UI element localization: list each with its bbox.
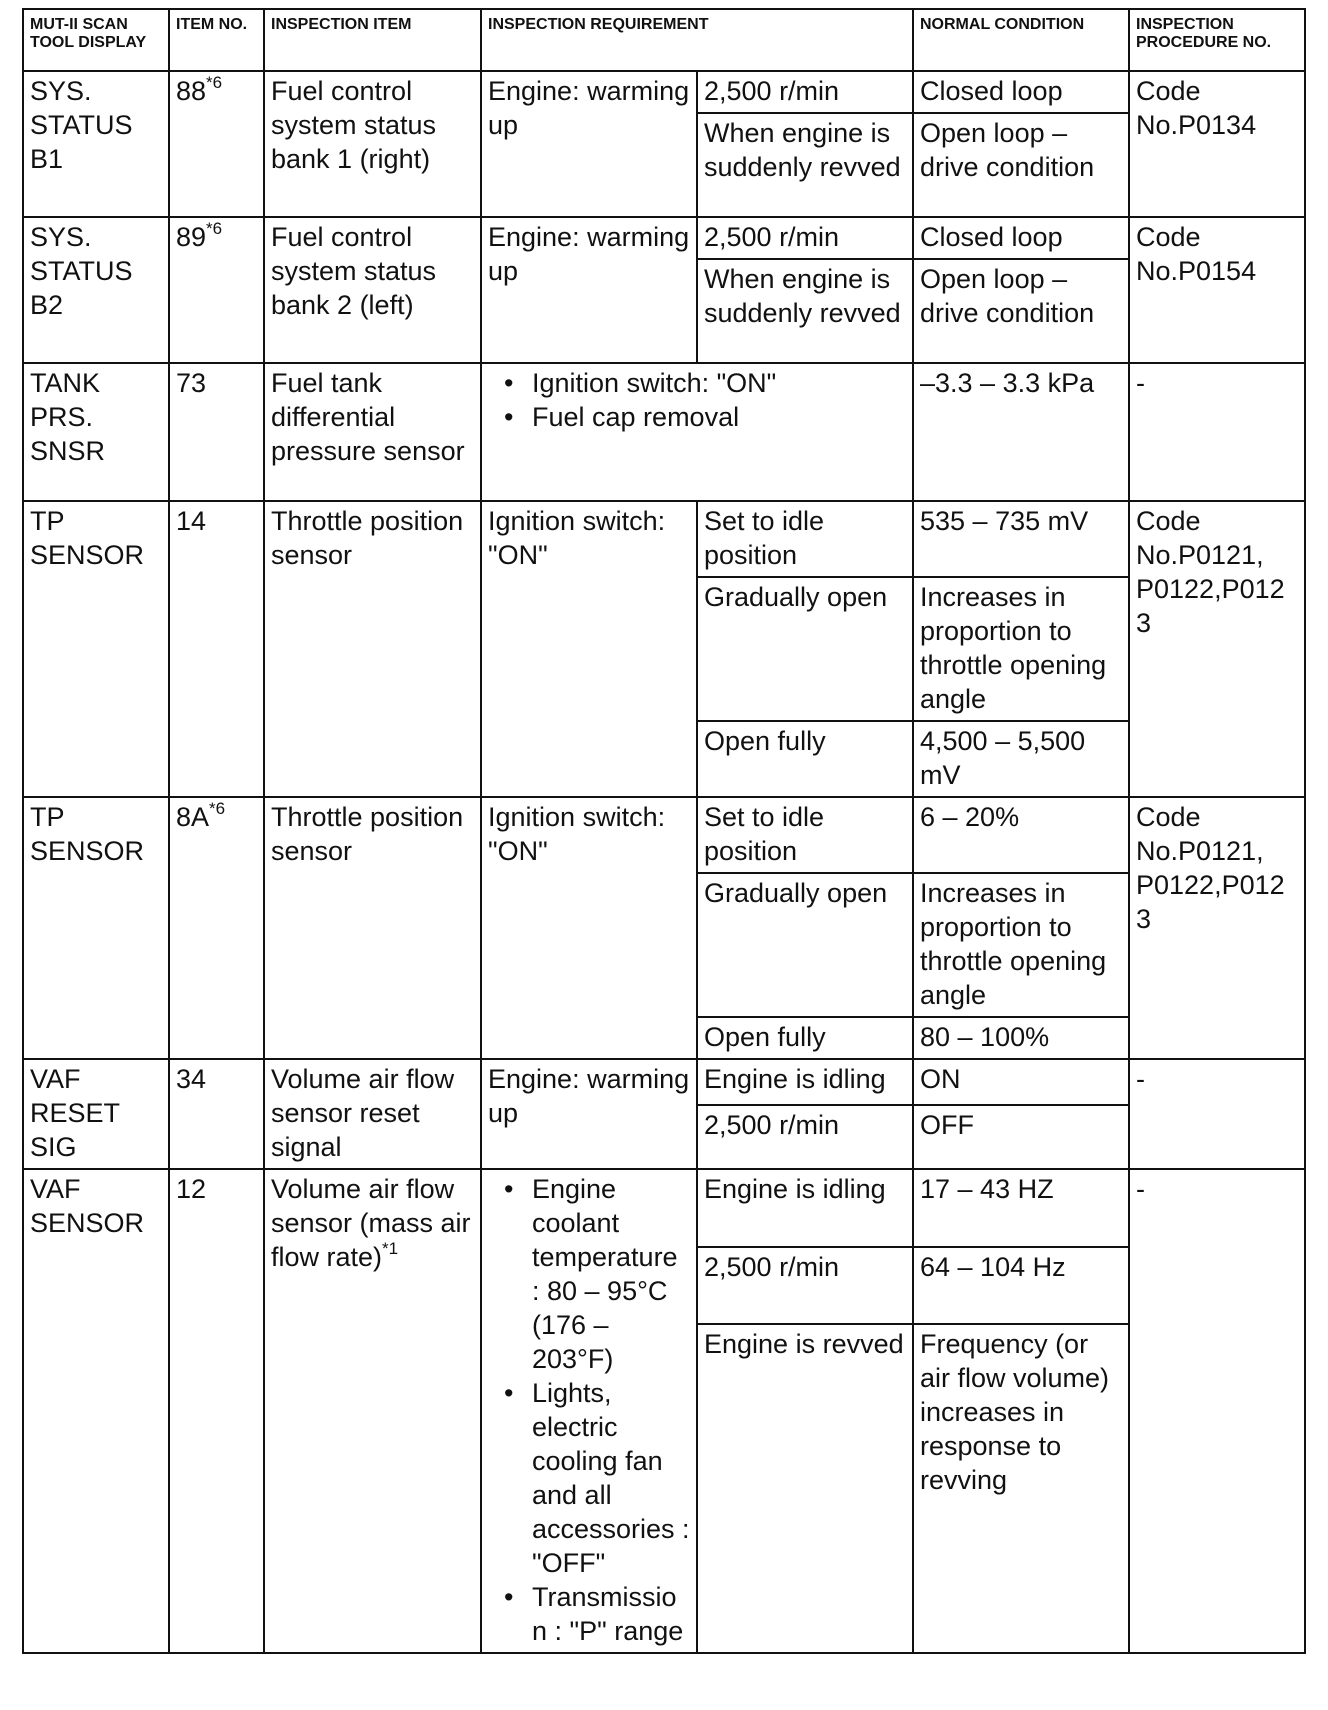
item-note: *6: [206, 73, 223, 92]
table-row: [23, 501, 1305, 577]
item-no: 88: [176, 76, 207, 106]
procedure-cell: Code No.P0154: [1129, 217, 1305, 363]
normal-condition-cell: OFF: [913, 1105, 1129, 1169]
header-normal-condition: NORMAL CONDITION: [913, 9, 1129, 71]
table-row: [23, 1059, 1305, 1105]
normal-condition-cell: Open loop – drive condition: [913, 259, 1129, 363]
list-item: • Engine coolant temperature : 80 – 95°C (176 – 203°F): [532, 1172, 690, 1376]
procedure-cell: -: [1129, 363, 1305, 501]
header-row: [23, 9, 1305, 71]
table-row: [23, 797, 1305, 873]
condition-cell: 2,500 r/min: [697, 1247, 913, 1325]
list-item: • Lights, electric cooling fan and all accessories : "OFF": [532, 1376, 690, 1580]
inspection-item-cell: Volume air flow sensor reset signal: [264, 1059, 481, 1169]
normal-condition-cell: Increases in proportion to throttle opening angle: [913, 577, 1129, 721]
display-cell: TP SENSOR: [23, 797, 169, 1059]
condition-cell: 2,500 r/min: [697, 1105, 913, 1169]
inspection-table-page: [22, 8, 1306, 1654]
normal-condition-cell: –3.3 – 3.3 kPa: [913, 363, 1129, 501]
condition-cell: Gradually open: [697, 577, 913, 721]
condition-cell: Engine is idling: [697, 1169, 913, 1247]
inspection-item-cell: [264, 1169, 481, 1653]
normal-condition-cell: Closed loop: [913, 71, 1129, 113]
normal-condition-cell: Frequency (or air flow volume) increases in response to revving: [913, 1324, 1129, 1653]
list-item: • Fuel cap removal: [532, 400, 906, 434]
header-item-no: ITEM NO.: [169, 9, 264, 71]
normal-condition-cell: ON: [913, 1059, 1129, 1105]
condition-cell: Set to idle position: [697, 501, 913, 577]
normal-condition-cell: Closed loop: [913, 217, 1129, 259]
requirement-cell: Engine: warming up: [481, 1059, 697, 1169]
item-no-cell: 73: [169, 363, 264, 501]
item-no: 8A: [176, 802, 210, 832]
condition-cell: Set to idle position: [697, 797, 913, 873]
condition-cell: 2,500 r/min: [697, 71, 913, 113]
procedure-cell: -: [1129, 1169, 1305, 1653]
normal-condition-cell: 80 – 100%: [913, 1017, 1129, 1059]
header-procedure-no: INSPECTION PROCEDURE NO.: [1129, 9, 1305, 71]
inspection-item-cell: Throttle position sensor: [264, 501, 481, 797]
display-cell: VAF RESET SIG: [23, 1059, 169, 1169]
procedure-cell: -: [1129, 1059, 1305, 1169]
inspection-item-cell: Fuel control system status bank 1 (right): [264, 71, 481, 217]
normal-condition-cell: 535 – 735 mV: [913, 501, 1129, 577]
normal-condition-cell: 4,500 – 5,500 mV: [913, 721, 1129, 797]
table-row: [23, 217, 1305, 259]
normal-condition-cell: Increases in proportion to throttle opening angle: [913, 873, 1129, 1017]
condition-cell: Open fully: [697, 721, 913, 797]
item-no-cell: [169, 71, 264, 217]
requirement-cell: Ignition switch: "ON": [481, 797, 697, 1059]
display-cell: TP SENSOR: [23, 501, 169, 797]
display-cell: TANK PRS. SNSR: [23, 363, 169, 501]
normal-condition-cell: Open loop – drive condition: [913, 113, 1129, 217]
header-inspection-requirement: INSPECTION REQUIREMENT: [481, 9, 913, 71]
item-no-cell: [169, 797, 264, 1059]
requirement-list: [488, 1172, 690, 1648]
display-cell: VAF SENSOR: [23, 1169, 169, 1653]
normal-condition-cell: 17 – 43 HZ: [913, 1169, 1129, 1247]
display-cell: SYS. STATUS B1: [23, 71, 169, 217]
requirement-cell: Engine: warming up: [481, 71, 697, 217]
item-note: *6: [206, 219, 223, 238]
table-row: [23, 71, 1305, 113]
normal-condition-cell: 6 – 20%: [913, 797, 1129, 873]
requirement-cell: [481, 1169, 697, 1653]
condition-cell: 2,500 r/min: [697, 217, 913, 259]
procedure-cell: Code No.P0134: [1129, 71, 1305, 217]
condition-cell: When engine is suddenly revved: [697, 259, 913, 363]
list-item: • Ignition switch: "ON": [532, 366, 906, 400]
inspection-item-cell: Throttle position sensor: [264, 797, 481, 1059]
item-no: 89: [176, 222, 207, 252]
procedure-cell: Code No.P0121, P0122,P0123: [1129, 797, 1305, 1059]
header-inspection-item: INSPECTION ITEM: [264, 9, 481, 71]
item-no-cell: [169, 217, 264, 363]
requirement-cell: [481, 363, 913, 501]
item-no-cell: 34: [169, 1059, 264, 1169]
inspection-item-cell: Fuel control system status bank 2 (left): [264, 217, 481, 363]
table-row: [23, 1169, 1305, 1247]
list-item: • Transmission : "P" range: [532, 1580, 690, 1648]
condition-cell: Engine is revved: [697, 1324, 913, 1653]
condition-cell: Gradually open: [697, 873, 913, 1017]
item-note: *6: [209, 799, 226, 818]
inspection-table: [22, 8, 1306, 1654]
normal-condition-cell: 64 – 104 Hz: [913, 1247, 1129, 1325]
condition-cell: Open fully: [697, 1017, 913, 1059]
condition-cell: When engine is suddenly revved: [697, 113, 913, 217]
requirement-cell: Ignition switch: "ON": [481, 501, 697, 797]
item-no-cell: 12: [169, 1169, 264, 1653]
inspection-item-cell: Fuel tank differential pressure sensor: [264, 363, 481, 501]
table-row: [23, 363, 1305, 501]
condition-cell: Engine is idling: [697, 1059, 913, 1105]
inspection-item-text: Volume air flow sensor (mass air flow rate): [271, 1174, 471, 1272]
requirement-cell: Engine: warming up: [481, 217, 697, 363]
item-note: *1: [382, 1239, 399, 1258]
header-scan-tool-display: MUT-II SCAN TOOL DISPLAY: [23, 9, 169, 71]
requirement-list: [488, 366, 906, 434]
item-no-cell: 14: [169, 501, 264, 797]
display-cell: SYS. STATUS B2: [23, 217, 169, 363]
procedure-cell: Code No.P0121, P0122,P0123: [1129, 501, 1305, 797]
